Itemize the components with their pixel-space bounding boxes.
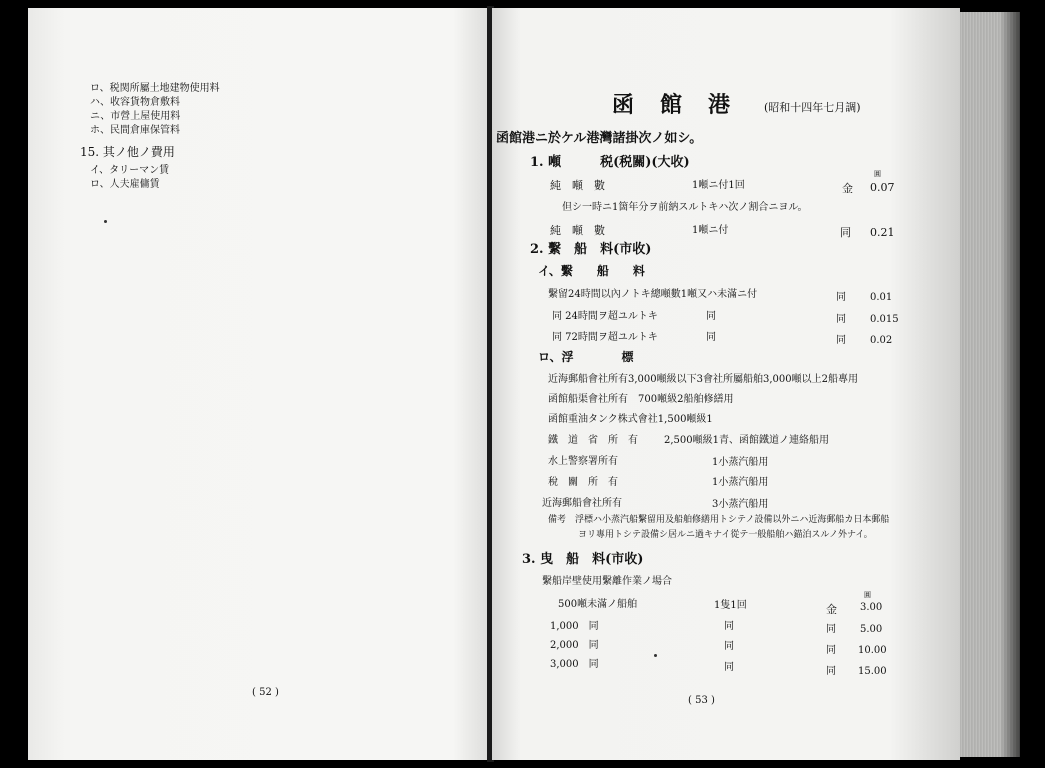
s3-row-2-label: 1,000 同 — [550, 621, 599, 632]
s1-row1-label: 純 噸 數 — [550, 179, 605, 192]
s3-row-4-cond: 同 — [724, 662, 734, 673]
s3-row-3-label: 2,000 同 — [550, 640, 599, 651]
s1-note: 但シ一時ニ1箇年分ヲ前納スルトキハ次ノ割合ニヨル。 — [562, 202, 808, 213]
s3-row-1-cond: 1隻1回 — [714, 600, 747, 611]
ink-dot — [104, 220, 107, 223]
s3-row-4-prefix: 同 — [826, 666, 836, 677]
s2-row-1-prefix: 同 — [836, 292, 846, 303]
buoy-row-6-desc: 1小蒸汽船用 — [712, 477, 769, 488]
s2-row-2-cond: 同 — [706, 311, 716, 322]
right-page — [492, 8, 960, 760]
section-2-heading: 2. 繫 船 料(市收) — [530, 242, 652, 257]
s3-row-2-cond: 同 — [724, 621, 734, 632]
section-3-heading: 3. 曳 船 料(市收) — [522, 552, 644, 567]
left-item-ho: ホ、民間倉庫保管料 — [90, 125, 180, 136]
s3-row-3-value: 10.00 — [858, 645, 887, 656]
s1-row1-prefix: 金 — [842, 182, 853, 195]
left-sub-ro: ロ、人夫雇傭賃 — [90, 179, 160, 190]
page-title: 函館港 — [612, 92, 757, 118]
left-item-ro: ロ、税関所屬土地建物使用料 — [90, 83, 220, 94]
s3-row-4-value: 15.00 — [858, 666, 887, 677]
s3-row-1-value: 3.00 — [860, 602, 883, 613]
ink-dot — [654, 654, 657, 657]
s2-remark-line-1: 備考 浮標ハ小蒸汽船繫留用及船舶修繕用トシテノ設備以外ニハ近海郵船カ日本郵船 — [548, 515, 890, 525]
section-1-heading: 1. 噸 税(税關)(大收) — [530, 155, 690, 170]
left-section-15: 15. 其ノ他ノ費用 — [80, 145, 175, 159]
s3-row-1-label: 500噸未滿ノ船舶 — [558, 599, 638, 610]
s2-row-2-prefix: 同 — [836, 314, 846, 325]
s2-row-1-value: 0.01 — [870, 292, 893, 303]
buoy-row-4-desc: 2,500噸級1青、函館鐵道ノ連絡船用 — [664, 435, 829, 446]
buoy-row-6-owner: 稅 關 所 有 — [548, 477, 618, 488]
s3-row-1-prefix: 金 — [826, 603, 837, 616]
s1-row1-value: 0.07 — [870, 181, 895, 194]
page-edges-shadow — [1000, 12, 1022, 757]
s1-row2-label: 純 噸 數 — [550, 224, 605, 237]
s1-row2-cond: 1噸ニ付 — [692, 225, 729, 236]
buoy-row-5-owner: 水上警察署所有 — [548, 456, 618, 467]
buoy-row-3: 函館重油タンク株式會社1,500噸級1 — [548, 414, 713, 425]
title-note: (昭和十四年七月調) — [764, 101, 861, 114]
left-item-ha: ハ、收容貨物倉敷料 — [90, 97, 180, 108]
left-item-ni: ニ、市營上屋使用料 — [90, 111, 181, 122]
s3-row-4-label: 3,000 同 — [550, 659, 599, 670]
left-sub-i: イ、タリーマン賃 — [90, 165, 170, 176]
s2-row-3-cond: 同 — [706, 332, 716, 343]
buoy-row-7-desc: 3小蒸汽船用 — [712, 499, 769, 510]
buoy-row-2: 函館船渠會社所有 700噸級2船舶修繕用 — [548, 394, 734, 405]
buoy-row-5-desc: 1小蒸汽船用 — [712, 457, 769, 468]
s1-row1-unit: 圓 — [874, 170, 881, 178]
s3-row-1-unit: 圓 — [864, 591, 871, 599]
left-page — [28, 8, 490, 760]
s2-row-2-value: 0.015 — [870, 314, 899, 325]
s2-remark-line-2: ヨリ專用トシテ設備シ居ルニ過キナイ從テ一般船舶ハ錨泊スルノ外ナイ。 — [578, 530, 873, 540]
s1-row2-prefix: 同 — [840, 226, 851, 239]
s2-sub-a: イ、繫 船 料 — [538, 264, 645, 278]
s2-row-3-prefix: 同 — [836, 335, 846, 346]
buoy-row-1: 近海郵船會社所有3,000噸級以下3會社所屬船舶3,000噸以上2船專用 — [548, 374, 858, 385]
s3-row-3-prefix: 同 — [826, 645, 836, 656]
s2-row-2-label: 同 24時間ヲ超ユルトキ — [552, 311, 658, 322]
buoy-row-4-owner: 鐵 道 省 所 有 — [548, 435, 638, 446]
right-page-number: ( 53 ) — [688, 695, 715, 706]
s2-row-3-value: 0.02 — [870, 335, 893, 346]
s3-row-2-value: 5.00 — [860, 624, 883, 635]
s2-sub-b: ロ、浮 標 — [538, 350, 634, 364]
s1-row1-cond: 1噸ニ付1回 — [692, 180, 745, 191]
s3-row-2-prefix: 同 — [826, 624, 836, 635]
s3-sub: 繫船岸壁使用繫離作業ノ場合 — [542, 576, 672, 587]
s2-row-3-label: 同 72時間ヲ超ユルトキ — [552, 332, 658, 343]
intro-text: 函館港ニ於ケル港灣諸掛次ノ如シ。 — [496, 131, 703, 146]
s3-row-3-cond: 同 — [724, 641, 734, 652]
left-page-number: ( 52 ) — [252, 687, 279, 698]
s1-row2-value: 0.21 — [870, 226, 895, 239]
s2-row-1-label: 繫留24時間以內ノトキ總噸數1噸又ハ未滿ニ付 — [548, 289, 758, 300]
buoy-row-7-owner: 近海郵船會社所有 — [542, 498, 622, 509]
